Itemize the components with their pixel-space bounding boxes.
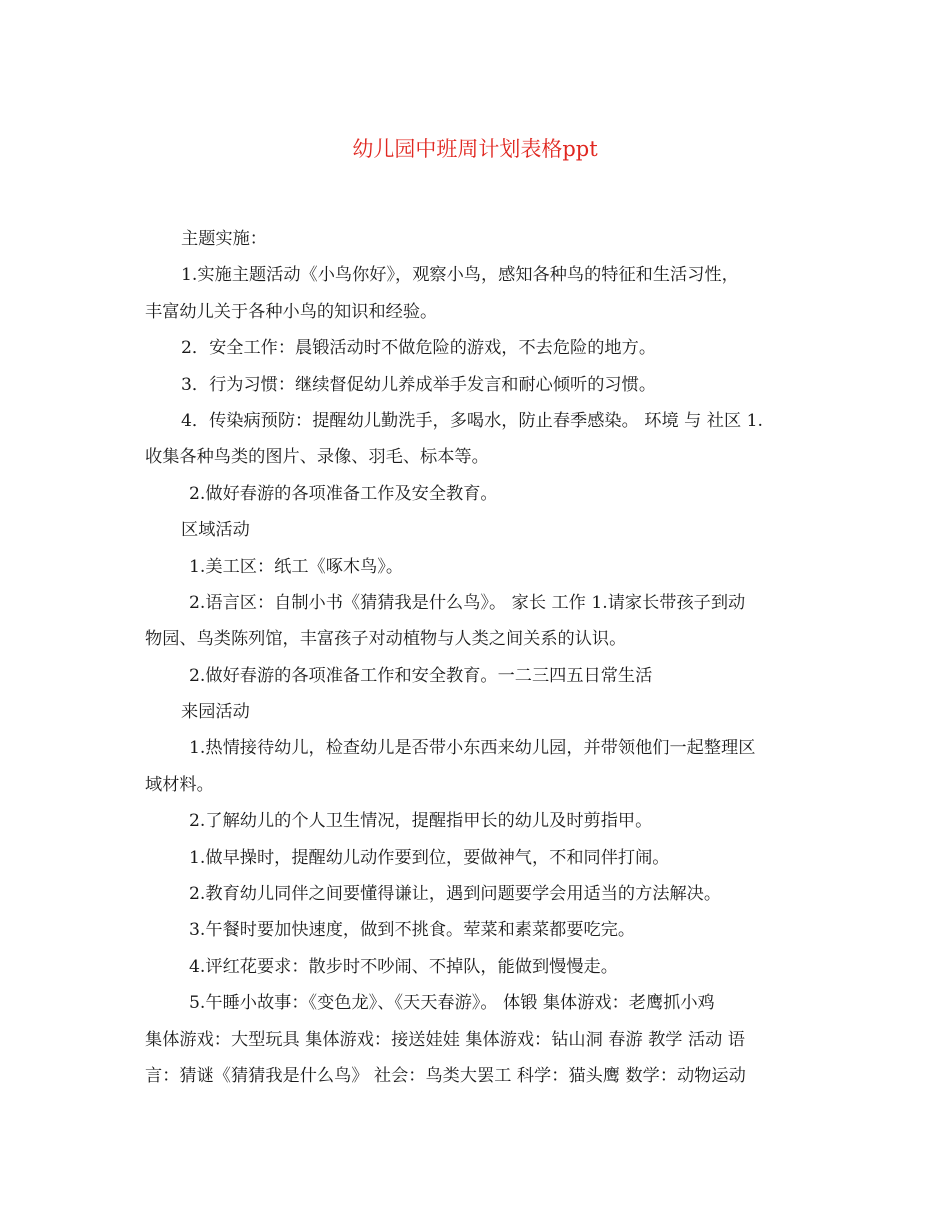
paragraph-line: 1.热情接待幼儿，检查幼儿是否带小东西来幼儿园，并带领他们一起整理区 [189,738,756,759]
paragraph-line: 1.做早操时，提醒幼儿动作要到位，要做神气，不和同伴打闹。 [189,847,670,868]
paragraph-line: 5.午睡小故事：《变色龙》、《天天春游》。 体锻 集体游戏：老鹰抓小鸡 [189,993,715,1014]
paragraph-line: 3．行为习惯：继续督促幼儿养成举手发言和耐心倾听的习惯。 [181,374,657,395]
section-heading: 来园活动 [181,702,250,723]
paragraph-line: 2．安全工作：晨锻活动时不做危险的游戏，不去危险的地方。 [181,338,657,359]
paragraph-line: 收集各种鸟类的图片、录像、羽毛、标本等。 [145,447,489,468]
paragraph-line: 言：猜谜《猜猜我是什么鸟》 社会：鸟类大罢工 科学：猫头鹰 数学：动物运动 [145,1065,746,1086]
paragraph-line: 4.评红花要求：散步时不吵闹、不掉队，能做到慢慢走。 [189,956,618,977]
section-heading: 区域活动 [181,520,250,541]
paragraph-line: 域材料。 [145,774,214,795]
paragraph-line: 2.做好春游的各项准备工作及安全教育。 [189,483,498,504]
paragraph-line: 2.了解幼儿的个人卫生情况，提醒指甲长的幼儿及时剪指甲。 [189,811,653,832]
paragraph-line: 丰富幼儿关于各种小鸟的知识和经验。 [145,301,438,322]
paragraph-line: 物园、鸟类陈列馆，丰富孩子对动植物与人类之间关系的认识。 [145,629,627,650]
paragraph-line: 2.教育幼儿同伴之间要懂得谦让，遇到问题要学会用适当的方法解决。 [189,884,722,905]
document-title: 幼儿园中班周计划表格ppt [352,137,598,161]
paragraph-line: 1.美工区：纸工《啄木鸟》。 [189,556,404,577]
paragraph-line: 2.做好春游的各项准备工作和安全教育。一二三四五日常生活 [189,665,653,686]
paragraph-line: 集体游戏：大型玩具 集体游戏：接送娃娃 集体游戏：钻山洞 春游 教学 活动 语 [145,1029,745,1050]
paragraph-line: 4．传染病预防：提醒幼儿勤洗手，多喝水，防止春季感染。 环境 与 社区 1. [181,410,764,431]
document-body [145,221,813,1094]
paragraph-line: 3.午餐时要加快速度，做到不挑食。荤菜和素菜都要吃完。 [189,920,636,941]
paragraph-line: 1.实施主题活动《小鸟你好》，观察小鸟，感知各种鸟的特征和生活习性， [181,265,739,286]
paragraph-line: 主题实施： [181,229,267,249]
paragraph-line: 2.语言区：自制小书《猜猜我是什么鸟》。 家长 工作 1.请家长带孩子到动 [189,592,746,613]
